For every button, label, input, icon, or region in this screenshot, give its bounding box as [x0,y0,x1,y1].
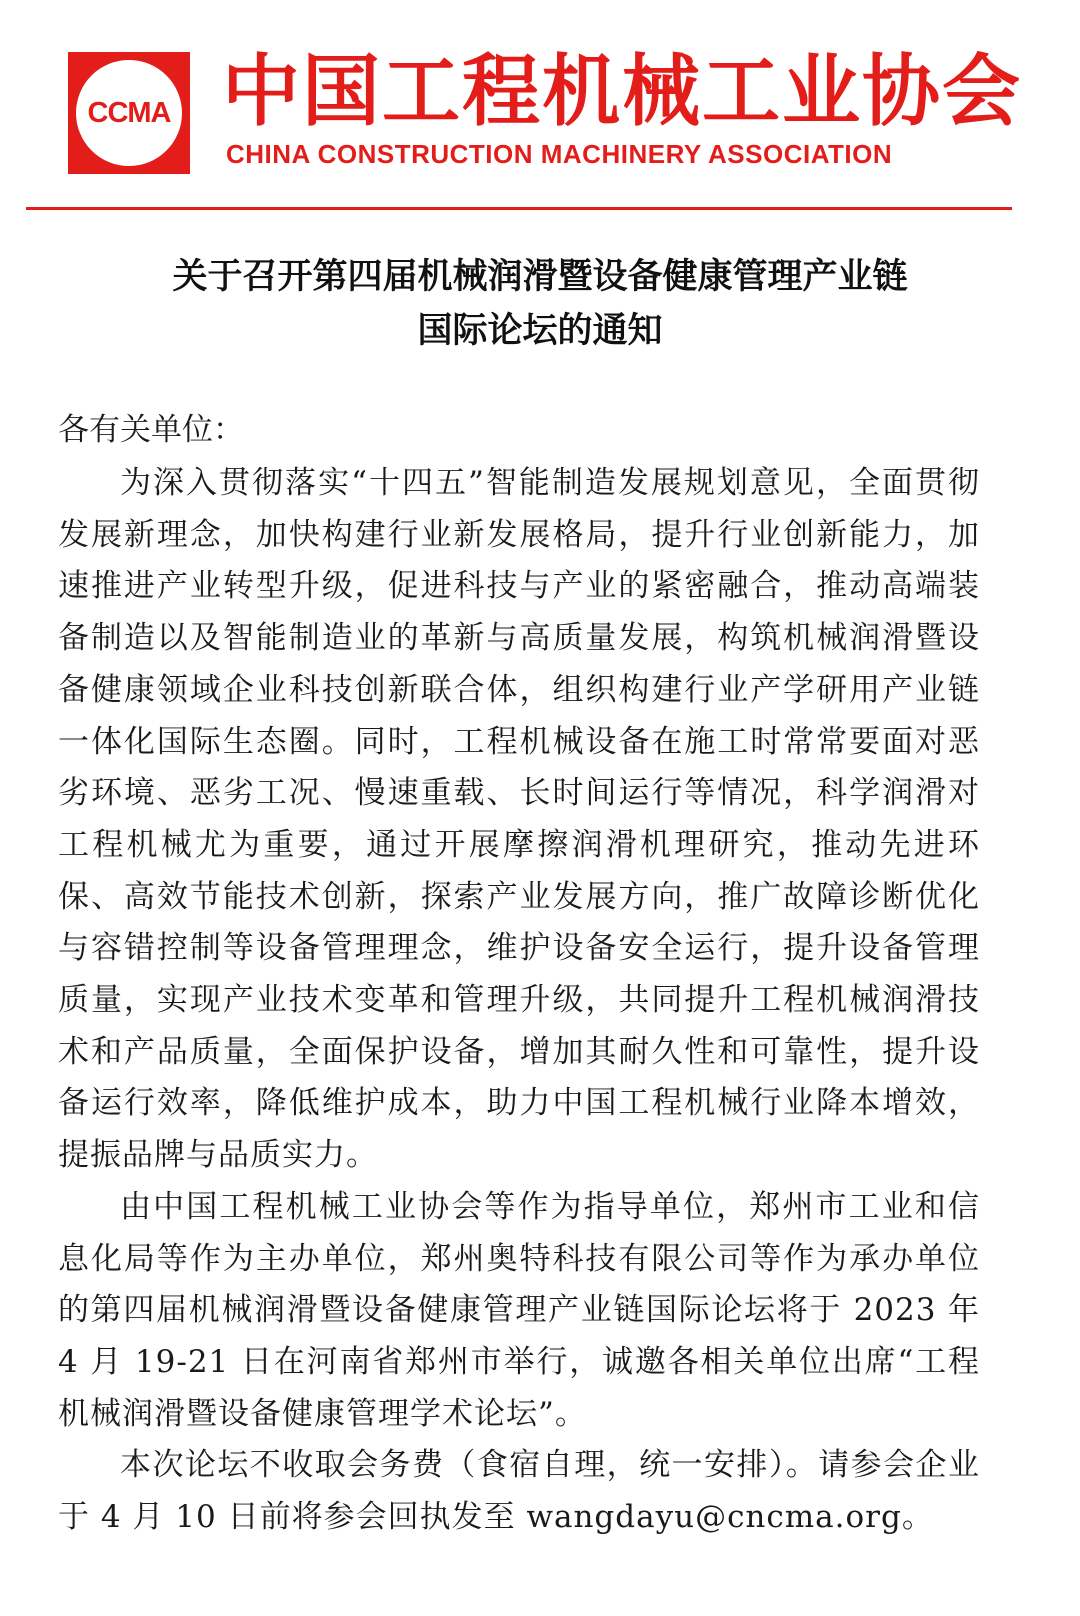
paragraph-registration: 本次论坛不收取会务费（食宿自理，统一安排）。请参会企业于 4 月 10 日前将参会回执发至 wangdayu@cncma.org。 [58,1447,980,1536]
ccma-logo [68,52,190,174]
title-line-2: 国际论坛的通知 [417,311,663,351]
paragraph-forum-details: 由中国工程机械工业协会等作为指导单位，郑州市工业和信息化局等作为主办单位，郑州奥特科技有限公司等作为承办单位的第四届机械润滑暨设备健康管理产业链国际论坛将于 2023 年 4 月 19-21 日在河南省郑州市举行，诚邀各相关单位出席“工程机械润滑暨设备健康管理学术论坛”。 [58,1188,980,1432]
notice-body [58,458,980,1544]
letterhead [0,0,1080,220]
salutation: 各有关单位： [58,412,244,448]
title-line-1: 关于召开第四届机械润滑暨设备健康管理产业链 [172,257,908,297]
paragraph-background: 为深入贯彻落实“十四五”智能制造发展规划意见，全面贯彻发展新理念，加快构建行业新发展格局，提升行业创新能力，加速推进产业转型升级，促进科技与产业的紧密融合，推动高端装备制造以及智能制造业的革新与高质量发展，构筑机械润滑暨设备健康领域企业科技创新联合体，组织构建行业产学研用产业链一体化国际生态圈。同时，工程机械设备在施工时常常要面对恶劣环境、恶劣工况、慢速重载、长时间运行等情况，科学润滑对工程机械尤为重要，通过开展摩擦润滑机理研究，推动先进环保、高效节能技术创新，探索产业发展方向，推广故障诊断优化与容错控制等设备管理理念，维护设备安全运行，提升设备管理质量，实现产业技术变革和管理升级，共同提升工程机械润滑技术和产品质量，全面保护设备，增加其耐久性和可靠性，提升设备运行效率，降低维护成本，助力中国工程机械行业降本增效，提振品牌与品质实力。 [58,465,980,1174]
logo-text: CCMA [87,96,171,129]
notice-title [60,250,1020,358]
logo-circle [76,60,182,166]
organization-name-english: CHINA CONSTRUCTION MACHINERY ASSOCIATION [226,139,893,169]
organization-name-chinese: 中国工程机械工业协会 [222,47,1023,137]
letterhead-divider [26,207,1012,210]
